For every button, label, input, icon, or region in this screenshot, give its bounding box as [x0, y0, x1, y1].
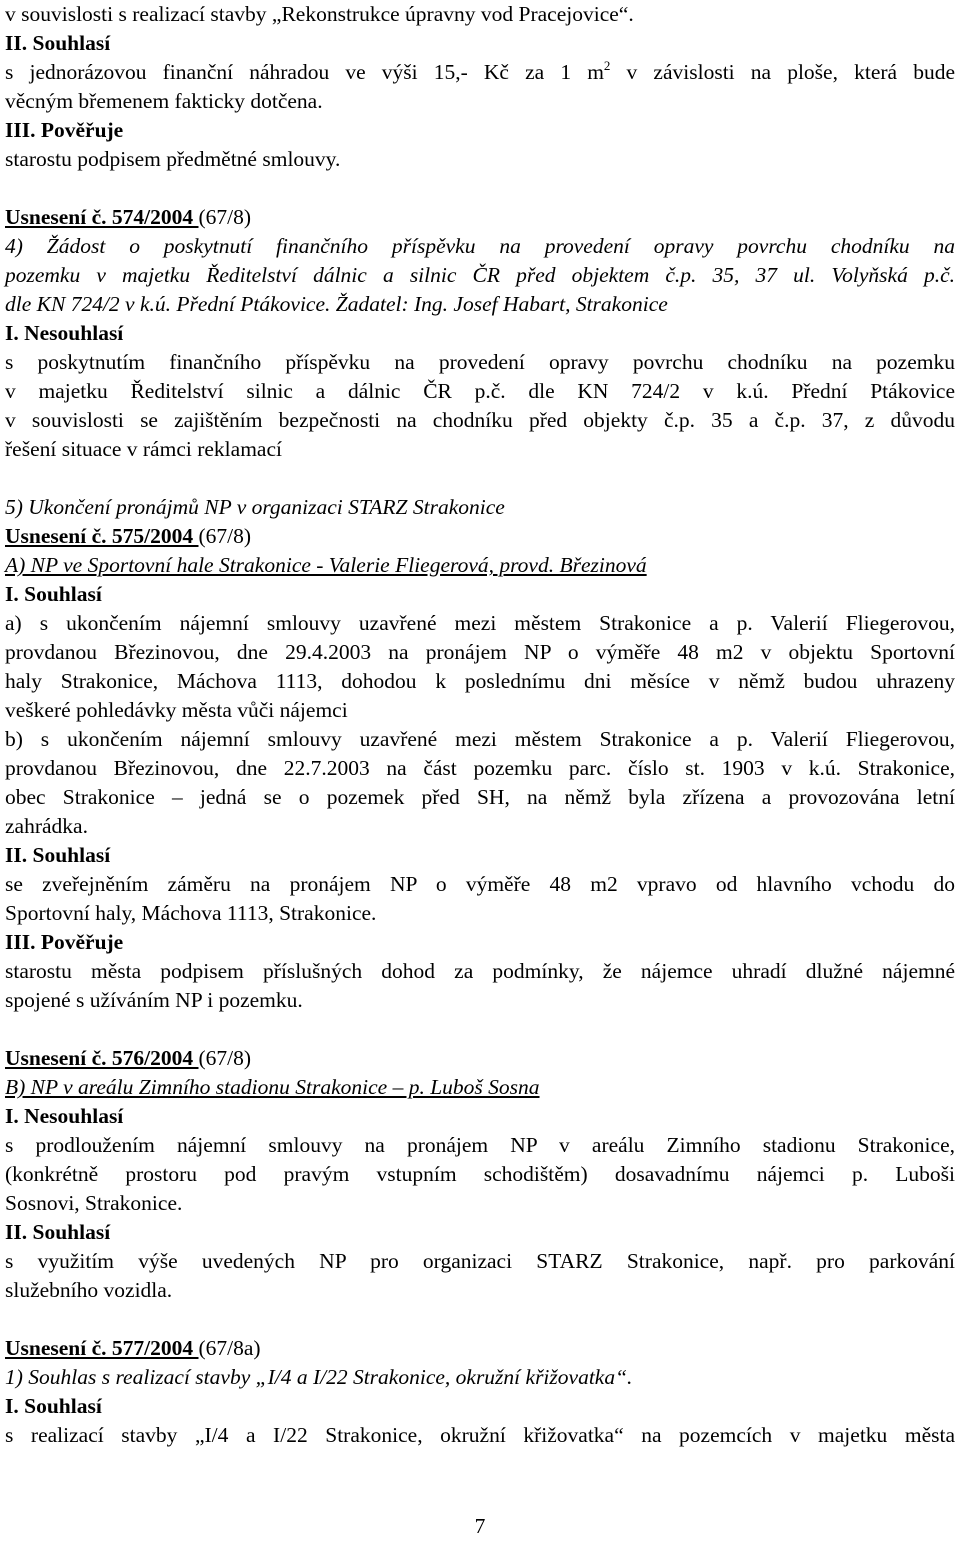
text-line: v souvislosti se zajištěním bezpečnosti na chodníku před objekty č.p. 35 a č.p. 37, z důvodu [5, 408, 955, 432]
text-line: dle KN 724/2 v k.ú. Přední Ptákovice. Žadatel: Ing. Josef Habart, Strakonice [5, 292, 668, 316]
decision-heading: II. Souhlasí [5, 1220, 111, 1244]
decision-heading: III. Pověřuje [5, 930, 124, 954]
text-line: služebního vozidla. [5, 1278, 173, 1302]
decision-heading: II. Souhlasí [5, 31, 111, 55]
text-line: v majetku Ředitelství silnic a dálnic ČR p.č. dle KN 724/2 v k.ú. Přední Ptákovice [5, 379, 955, 403]
section-title: 5) Ukončení pronájmů NP v organizaci STARZ Strakonice [5, 495, 505, 519]
resolution-heading: Usnesení č. 577/2004 (67/8a) [5, 1336, 261, 1360]
text-line: 4) Žádost o poskytnutí finančního příspěvku na provedení opravy povrchu chodníku na [5, 234, 955, 258]
text-line: starostu podpisem předmětné smlouvy. [5, 147, 341, 171]
decision-heading: I. Souhlasí [5, 1394, 102, 1418]
text-line: s prodloužením nájemní smlouvy na pronájem NP v areálu Zimního stadionu Strakonice, [5, 1133, 955, 1157]
text-line: se zveřejněním záměru na pronájem NP o výměře 48 m2 vpravo od hlavního vchodu do [5, 872, 955, 896]
text-line: řešení situace v rámci reklamací [5, 437, 282, 461]
text-line: obec Strakonice – jedná se o pozemek před SH, na němž byla zřízena a provozována letní [5, 785, 955, 809]
text-line: Sportovní haly, Máchova 1113, Strakonice. [5, 901, 377, 925]
decision-heading: I. Nesouhlasí [5, 1104, 124, 1128]
text-line: a) s ukončením nájemní smlouvy uzavřené mezi městem Strakonice a p. Valerií Fliegerovou, [5, 611, 955, 635]
text-line: věcným břemenem fakticky dotčena. [5, 89, 323, 113]
text-line: v souvislosti s realizací stavby „Rekonstrukce úpravny vod Pracejovice“. [5, 2, 634, 26]
text-line: veškeré pohledávky města vůči nájemci [5, 698, 348, 722]
text-line: s využitím výše uvedených NP pro organizaci STARZ Strakonice, např. pro parkování [5, 1249, 955, 1273]
text-line: s jednorázovou finanční náhradou ve výši 15,- Kč za 1 $m^2$ v závislosti na ploše, která bude [5, 58, 955, 84]
text-line: Sosnovi, Strakonice. [5, 1191, 183, 1215]
decision-heading: II. Souhlasí [5, 843, 111, 867]
text-line: spojené s užíváním NP i pozemku. [5, 988, 303, 1012]
superscript: 2 [603, 58, 611, 73]
text-line: 1) Souhlas s realizací stavby „I/4 a I/22 Strakonice, okružní křižovatka“. [5, 1365, 633, 1389]
page-number: 7 [474, 1514, 486, 1538]
text-line: provdanou Březinovou, dne 22.7.2003 na část pozemku parc. číslo st. 1903 v k.ú. Strakonice, [5, 756, 955, 780]
resolution-heading: Usnesení č. 576/2004 (67/8) [5, 1046, 252, 1070]
text-line: s realizací stavby „I/4 a I/22 Strakonice, okružní křižovatka“ na pozemcích v majetku města [5, 1423, 955, 1447]
text-line: (konkrétně prostoru pod pravým vstupním schodištěm) dosavadnímu nájemci p. Luboši [5, 1162, 955, 1186]
subsection-title: B) NP v areálu Zimního stadionu Strakonice – p. Luboš Sosna [5, 1075, 540, 1099]
text-line: b) s ukončením nájemní smlouvy uzavřené mezi městem Strakonice a p. Valerií Fliegerovou, [5, 727, 955, 751]
text-line: zahrádka. [5, 814, 88, 838]
text-line: starostu města podpisem příslušných dohod za podmínky, že nájemce uhradí dlužné nájemné [5, 959, 955, 983]
decision-heading: I. Souhlasí [5, 582, 102, 606]
decision-heading: I. Nesouhlasí [5, 321, 124, 345]
text-line: s poskytnutím finančního příspěvku na provedení opravy povrchu chodníku na pozemku [5, 350, 955, 374]
resolution-heading: Usnesení č. 574/2004 (67/8) [5, 205, 252, 229]
text-line: provdanou Březinovou, dne 29.4.2003 na pronájem NP o výměře 48 m2 v objektu Sportovní [5, 640, 955, 664]
decision-heading: III. Pověřuje [5, 118, 124, 142]
text-line: haly Strakonice, Máchova 1113, dohodou k poslednímu dni měsíce v němž budou uhrazeny [5, 669, 955, 693]
resolution-heading: Usnesení č. 575/2004 (67/8) [5, 524, 252, 548]
text-line: pozemku v majetku Ředitelství dálnic a silnic ČR před objektem č.p. 35, 37 ul. Volyňská p.č. [5, 263, 955, 287]
subsection-title: A) NP ve Sportovní hale Strakonice - Valerie Fliegerová, provd. Březinová [5, 553, 647, 577]
